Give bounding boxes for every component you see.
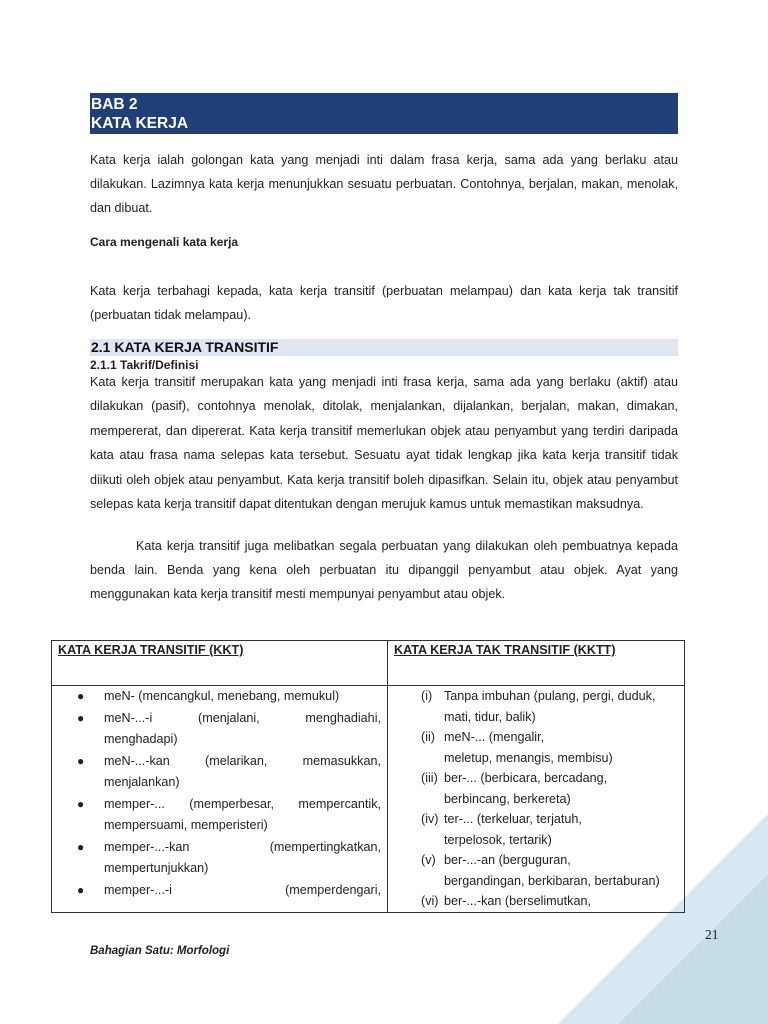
list-item: (i) Tanpa imbuhan (pulang, pergi, duduk, mati, tidur, balik) xyxy=(421,689,656,724)
table-header-kktt: KATA KERJA TAK TRANSITIF (KKTT) xyxy=(388,641,685,686)
list-item: (ii) meN-... (mengalir, meletup, menangis, membisu) xyxy=(421,730,613,765)
bullet-icon: ● xyxy=(77,689,85,703)
list-item: ● meN- (mencangkul, menebang, memukul) xyxy=(52,686,387,708)
recognize-heading: Cara mengenali kata kerja xyxy=(90,235,239,249)
definition-paragraph-2: Kata kerja transitif juga melibatkan segala perbuatan yang dilakukan oleh pembuatnya kepada benda lain. Benda yang kena oleh perbuatan itu dipanggil penyambut atau objek. Ayat yang menggunakan kata kerja transitif mesti mempunyai penyambut atau objek. xyxy=(90,539,678,601)
bullet-icon: ● xyxy=(77,796,85,811)
bullet-icon: ● xyxy=(77,753,85,768)
list-item: ● memper-...-kan (mempertingkatkan, mempertunjukkan) xyxy=(52,837,387,880)
bullet-icon: ● xyxy=(77,882,85,897)
bullet-icon: ● xyxy=(77,839,85,854)
list-item: (iii) ber-... (berbicara, bercadang, berbincang, berkereta) xyxy=(421,771,608,806)
list-item: (v) ber-...-an (berguguran, bergandingan, berkibaran, bertaburan) xyxy=(421,853,660,888)
section-subtitle: 2.1.1 Takrif/Definisi xyxy=(90,358,199,372)
list-item: ● meN-...-i (menjalani, menghadiahi, menghadapi) xyxy=(52,708,387,751)
section-title: 2.1 KATA KERJA TRANSITIF xyxy=(90,339,678,356)
division-paragraph: Kata kerja terbahagi kepada, kata kerja transitif (perbuatan melampau) dan kata kerja tak transitif (perbuatan tidak melampau). xyxy=(90,284,678,322)
bullet-icon: ● xyxy=(77,710,85,725)
page-number: 21 xyxy=(705,927,719,942)
definition-paragraph: Kata kerja transitif merupakan kata yang menjadi inti frasa kerja, sama ada yang berlaku (aktif) atau dilakukan (pasif), contohnya menolak, ditolak, menjalankan, dijalankan, berjalan, makan, dimakan, mempererat, dan dipererat. Kata kerja transitif memerlukan objek atau penyambut yang terdiri daripada kata atau frasa nama selepas kata tersebut. Sesuatu ayat tidak lengkap jika kata kerja transitif tidak diikuti oleh objek atau penyambut. Kata kerja transitif boleh dipasifkan. Selain itu, objek atau penyambut selepas kata kerja transitif dapat ditentukan dengan merujuk kamus untuk memastikan maksudnya. xyxy=(90,375,678,512)
kkt-cell xyxy=(52,686,388,913)
list-item: ● meN-...-kan (melarikan, memasukkan, menjalankan) xyxy=(52,751,387,794)
comparison-table xyxy=(51,640,685,913)
intro-paragraph: Kata kerja ialah golongan kata yang menjadi inti dalam frasa kerja, sama ada yang berlaku atau dilakukan. Lazimnya kata kerja menunjukkan sesuatu perbuatan. Contohnya, berjalan, makan, menolak, dan dibuat. xyxy=(90,153,678,215)
chapter-number: BAB 2 xyxy=(91,96,138,113)
list-item: (vi) ber-...-kan (berselimutkan, xyxy=(421,894,591,908)
footer-text: Bahagian Satu: Morfologi xyxy=(90,945,230,957)
table-header-kkt: KATA KERJA TRANSITIF (KKT) xyxy=(52,641,388,686)
list-item: ● memper-...-i (memperdengari, xyxy=(52,880,387,902)
chapter-title: KATA KERJA xyxy=(91,115,189,132)
chapter-header-band xyxy=(90,93,678,134)
list-item: (iv) ter-... (terkeluar, terjatuh, terpelosok, tertarik) xyxy=(421,812,582,847)
list-item: ● memper-... (memperbesar, mempercantik, mempersuami, memperisteri) xyxy=(52,794,387,837)
kktt-cell xyxy=(388,686,685,913)
